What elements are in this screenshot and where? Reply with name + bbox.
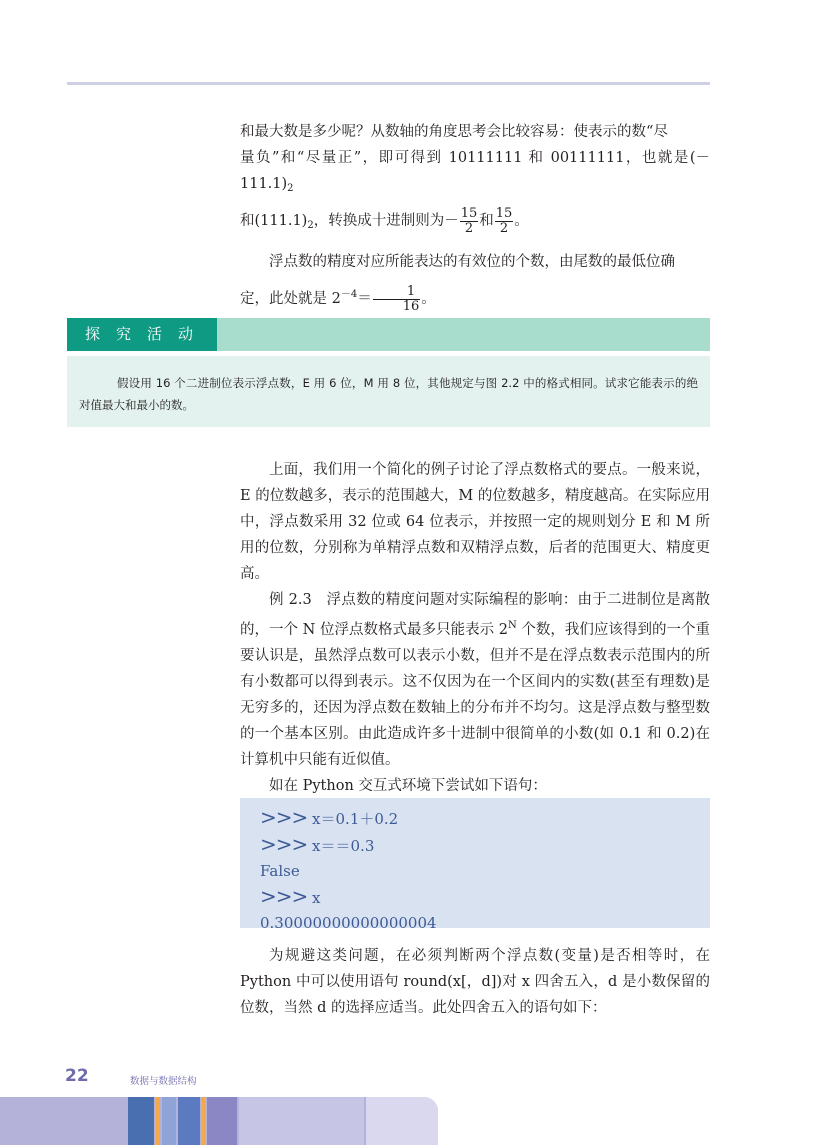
decor-stripe <box>162 1097 176 1145</box>
book-title: 数据与数据结构 <box>130 1076 197 1087</box>
subscript: 2 <box>307 220 314 231</box>
code-output: 0.30000000000000004 <box>260 914 437 932</box>
prompt: >>> <box>260 832 308 856</box>
page-number: 22 <box>65 1066 89 1086</box>
paragraph-range: 和最大数是多少呢？从数轴的角度思考会比较容易：使表示的数“尽 量负”和“尽量正”，即可得到 10111111 和 00111111，也就是$(-111.1)_2$ 和$(111.1)_2$，转换成十进制则为－ $\frac{15}{2}$ 和 $\frac{15}{2}$ 。 <box>240 124 710 236</box>
superscript: －4 <box>340 289 358 300</box>
text-line: 定，此处就是 $2^{-4}=$ $\frac{1}{16}$ 。 <box>240 283 436 314</box>
code-line: >>> x <box>260 884 321 908</box>
paragraph-precision: 浮点数的精度对应所能表达的有效位的个数，由尾数的最低位确 定，此处就是 $2^{-4}=$ $\frac{1}{16}$ 。 <box>240 254 675 314</box>
text-line: 量负”和“尽量正”，即可得到 10111111 和 00111111，也就是(－111.1) <box>240 150 710 192</box>
decor-stripe <box>202 1097 205 1145</box>
activity-title: 探究活动 <box>67 318 217 351</box>
text-line: 和最大数是多少呢？从数轴的角度思考会比较容易：使表示的数“尽 <box>240 124 668 140</box>
closing-text-block <box>240 943 710 1021</box>
paragraph-float-formats: 上面，我们用一个简化的例子讨论了浮点数格式的要点。一般来说，E 的位数越多，表示的范围越大，M 的位数越多，精度越高。在实际应用中，浮点数采用 32 位或 64 位表示，并按照一定的规则划分 E 和 M 所用的位数，分别称为单精浮点数和双精浮点数，后者的范围更大、精度更高。 <box>240 462 710 582</box>
header-rule <box>67 82 710 85</box>
decor-stripe <box>128 1097 154 1145</box>
decor-stripe <box>178 1097 200 1145</box>
decor-stripe <box>207 1097 237 1145</box>
text-line: 和 <box>479 213 494 229</box>
paragraph-python-intro: 如在 Python 交互式环境下尝试如下语句： <box>269 778 547 794</box>
code-line: >>> x＝＝0.3 <box>260 832 375 856</box>
subscript: 2 <box>287 183 294 194</box>
fraction-15-2: $\frac{15}{2}$ <box>460 205 478 236</box>
activity-text: 假设用 16 个二进制位表示浮点数，E 用 6 位，M 用 8 位，其他规定与图 2.2 中的格式相同。试求它能表示的绝对值最大和最小的数。 <box>79 376 698 412</box>
prompt: >>> <box>260 884 308 908</box>
fraction-15-2: $\frac{15}{2}$ <box>495 205 513 236</box>
code-output: False <box>260 862 300 880</box>
main-text-block <box>240 457 710 799</box>
footer-decoration <box>0 1097 438 1145</box>
decor-stripe <box>156 1097 160 1145</box>
fraction-1-16: $\frac{1}{16}$ <box>373 285 421 314</box>
activity-header <box>67 318 710 351</box>
superscript: N <box>507 620 517 631</box>
prompt: >>> <box>260 805 308 829</box>
decor-stripe <box>366 1097 438 1145</box>
paragraph-example: 例 2.3 浮点数的精度问题对实际编程的影响：由于二进制位是离散的，一个 N 位浮点数格式最多只能表示 $2^N$ 个数，我们应该得到的一个重要认识是，虽然浮点数可以表示小数，但并不是在浮点数表示范围内的所有小数都可以得到表示。这不仅因为在一个区间内的实数(甚至有理数)是无穷多的，还因为浮点数在数轴上的分布并不均匀。这是浮点数与整型数的一个基本区别。由此造成许多十进制中很简单的小数(如 0.1 和 0.2)在计算机中只能有近似值。 <box>240 592 711 768</box>
decor-stripe <box>239 1097 364 1145</box>
activity-box <box>67 356 710 427</box>
text-line: ，转换成十进制则为－ <box>313 213 459 229</box>
paragraph-round: 为规避这类问题，在必须判断两个浮点数(变量)是否相等时，在 Python 中可以使用语句 round(x[，d])对 x 四舍五入，d 是小数保留的位数，当然 d 的选择应适当。此处四舍五入的语句如下： <box>240 948 710 1016</box>
code-line: >>> x＝0.1＋0.2 <box>260 805 399 829</box>
code-block <box>240 798 710 932</box>
top-text-block <box>240 119 710 319</box>
text-line: 和(111.1) <box>240 213 308 229</box>
